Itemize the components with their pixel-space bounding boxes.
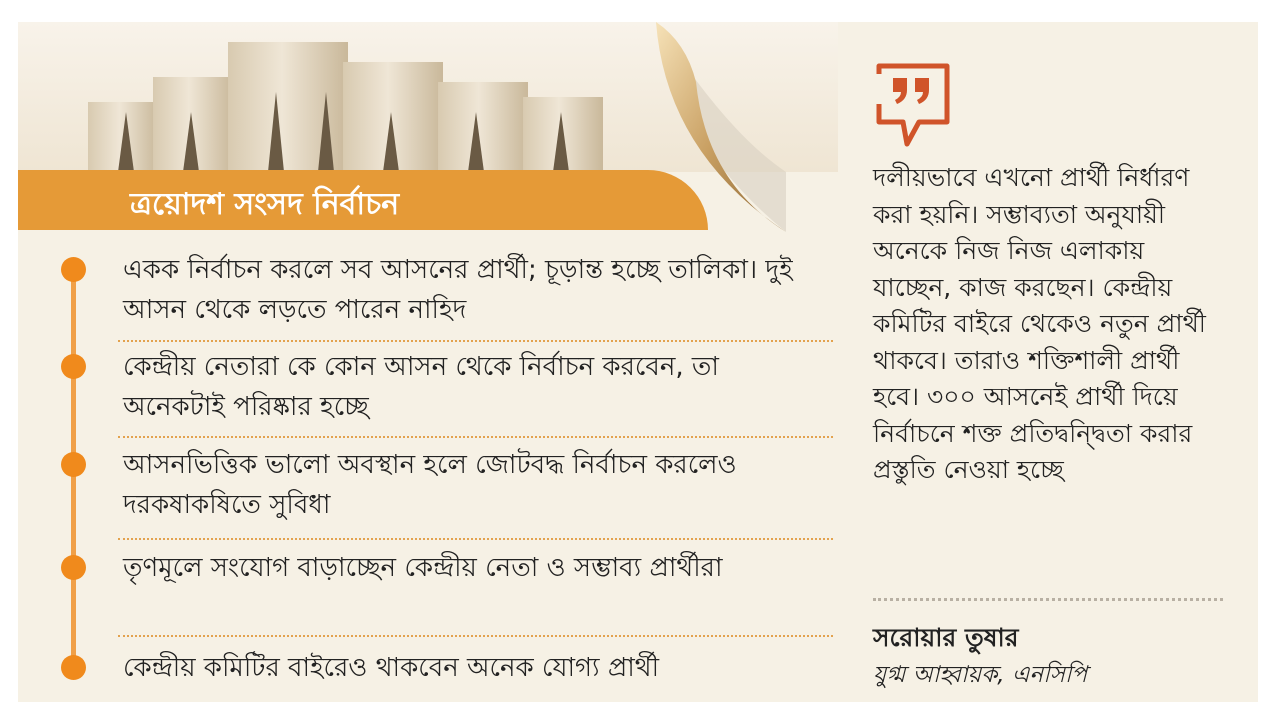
- point-1: একক নির্বাচন করলে সব আসনের প্রার্থী; চূড়ান্ত হচ্ছে তালিকা। দুই আসন থেকে লড়তে পারেন নাহিদ: [123, 255, 793, 325]
- quote-bubble-icon: [873, 60, 953, 152]
- dotted-separator: [118, 538, 833, 540]
- point-5: কেন্দ্রীয় কমিটির বাইরেও থাকবেন অনেক যোগ্য প্রার্থী: [123, 653, 660, 683]
- dotted-separator: [118, 635, 833, 637]
- bullet-dot: [61, 354, 86, 379]
- point-2: কেন্দ্রীয় নেতারা কে কোন আসন থেকে নির্বাচন করবেন, তা অনেকটাই পরিষ্কার হচ্ছে: [123, 352, 719, 422]
- point-4: তৃণমূলে সংযোগ বাড়াচ্ছেন কেন্দ্রীয় নেতা ও সম্ভাব্য প্রার্থীরা: [123, 553, 723, 583]
- dotted-separator: [118, 340, 833, 342]
- point-3: আসনভিত্তিক ভালো অবস্থান হলে জোটবদ্ধ নির্বাচন করলেও দরকষাকষিতে সুবিধা: [123, 450, 737, 520]
- bullet-dot: [61, 655, 86, 680]
- banner-title: ত্রয়োদশ সংসদ নির্বাচন: [130, 187, 400, 222]
- infographic-card: [18, 22, 1258, 702]
- dotted-separator: [118, 436, 833, 438]
- bullet-dot: [61, 452, 86, 477]
- quote-separator: [873, 598, 1223, 601]
- bullet-dot: [61, 555, 86, 580]
- title-banner: [18, 170, 708, 230]
- bullet-dot: [61, 257, 86, 282]
- quote-text: দলীয়ভাবে এখনো প্রার্থী নির্ধারণ করা হয়নি। সম্ভাব্যতা অনুযায়ী অনেকে নিজ নিজ এলাকায় যাচ্ছেন, কাজ করছেন। কেন্দ্রীয় কমিটির বাইরে থেকেও নতুন প্রার্থী থাকবে। তারাও শক্তিশালী প্রার্থী হবে। ৩০০ আসনেই প্রার্থী দিয়ে নির্বাচনে শক্ত প্রতিদ্বন্দ্বিতা করার প্রস্তুতি নেওয়া হচ্ছে: [873, 163, 1206, 484]
- quote-author-name: সরোয়ার তুষার: [873, 623, 1019, 652]
- quote-author-role: যুগ্ম আহ্বায়ক, এনসিপি: [873, 662, 1088, 688]
